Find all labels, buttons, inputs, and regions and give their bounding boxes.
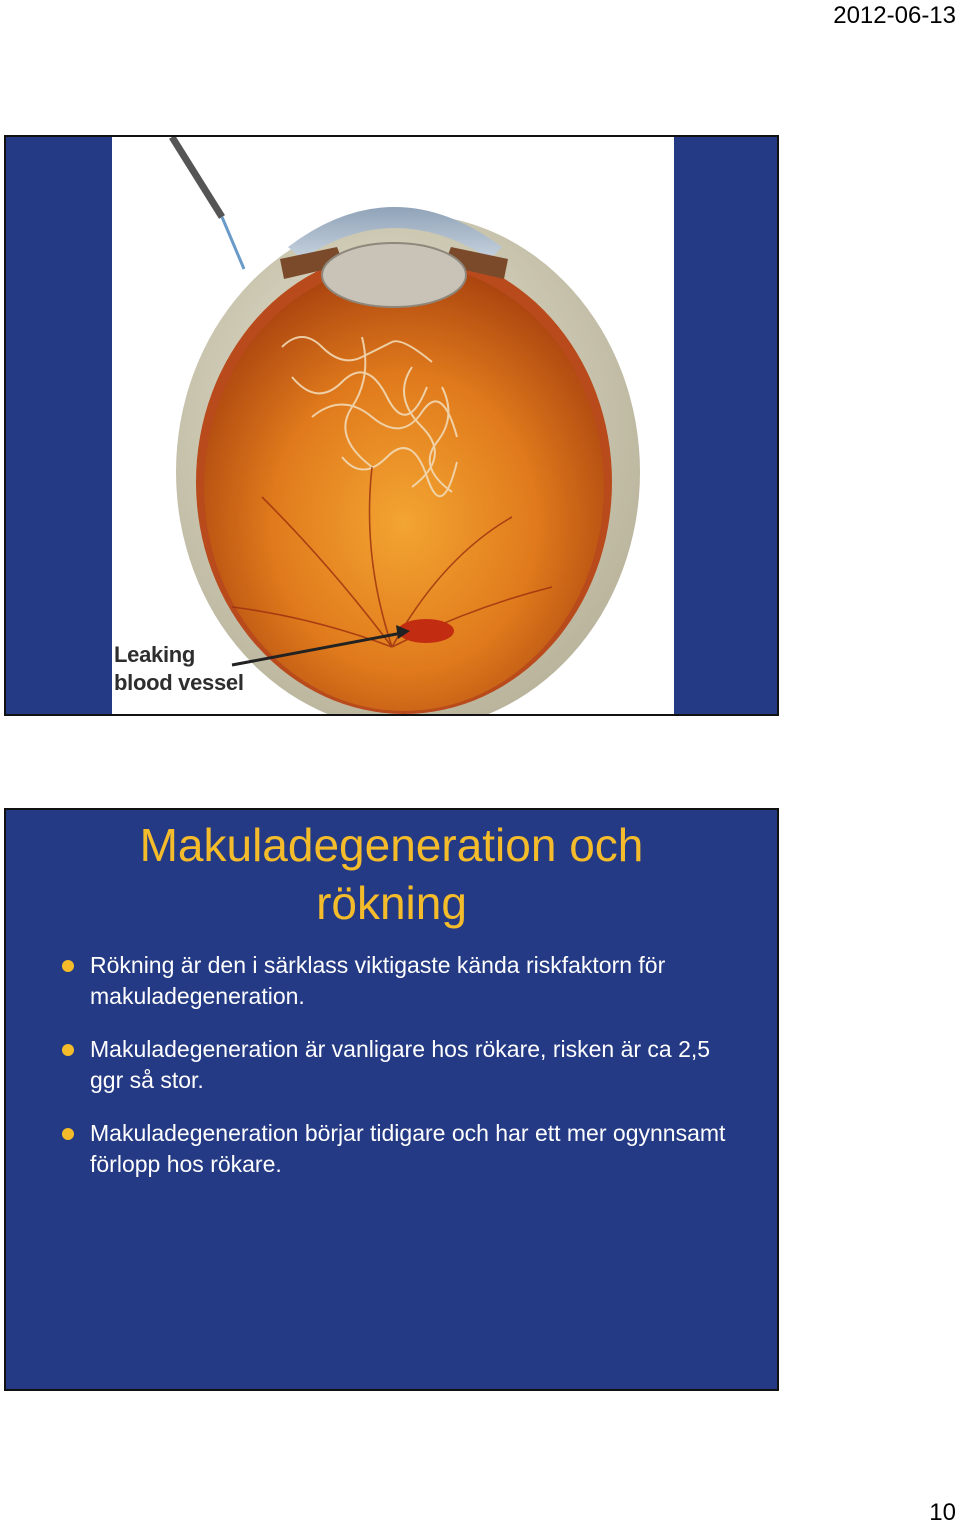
bullet-list [56, 950, 736, 1202]
page-date: 2012-06-13 [833, 2, 956, 29]
slide-title [6, 816, 777, 932]
lens-shape [322, 243, 466, 307]
bullet-icon [62, 1128, 74, 1140]
bullet-item [56, 1034, 736, 1096]
fundus-shape [204, 263, 604, 711]
syringe-needle [172, 137, 244, 269]
bullet-text: Makuladegeneration är vanligare hos rökare, risken är ca 2,5 ggr så stor. [90, 1036, 711, 1093]
image-caption [114, 641, 244, 697]
bullet-icon [62, 1044, 74, 1056]
bullet-text: Rökning är den i särklass viktigaste kända riskfaktorn för makuladegeneration. [90, 952, 666, 1009]
bullet-icon [62, 960, 74, 972]
bullet-item [56, 950, 736, 1012]
slide-eye-illustration [4, 135, 779, 716]
bullet-item [56, 1118, 736, 1180]
slide-smoking-text [4, 808, 779, 1391]
bullet-text: Makuladegeneration börjar tidigare och har ett mer ogynnsamt förlopp hos rökare. [90, 1120, 726, 1177]
eye-cross-section-illustration [112, 137, 674, 714]
slide-title-line-1: Makuladegeneration och [139, 819, 644, 871]
caption-line-2: blood vessel [114, 670, 244, 695]
slide-title-line-2: rökning [316, 877, 467, 929]
eye-anatomy-drawing [112, 137, 674, 714]
page-number: 10 [929, 1499, 956, 1526]
caption-line-1: Leaking [114, 642, 196, 667]
